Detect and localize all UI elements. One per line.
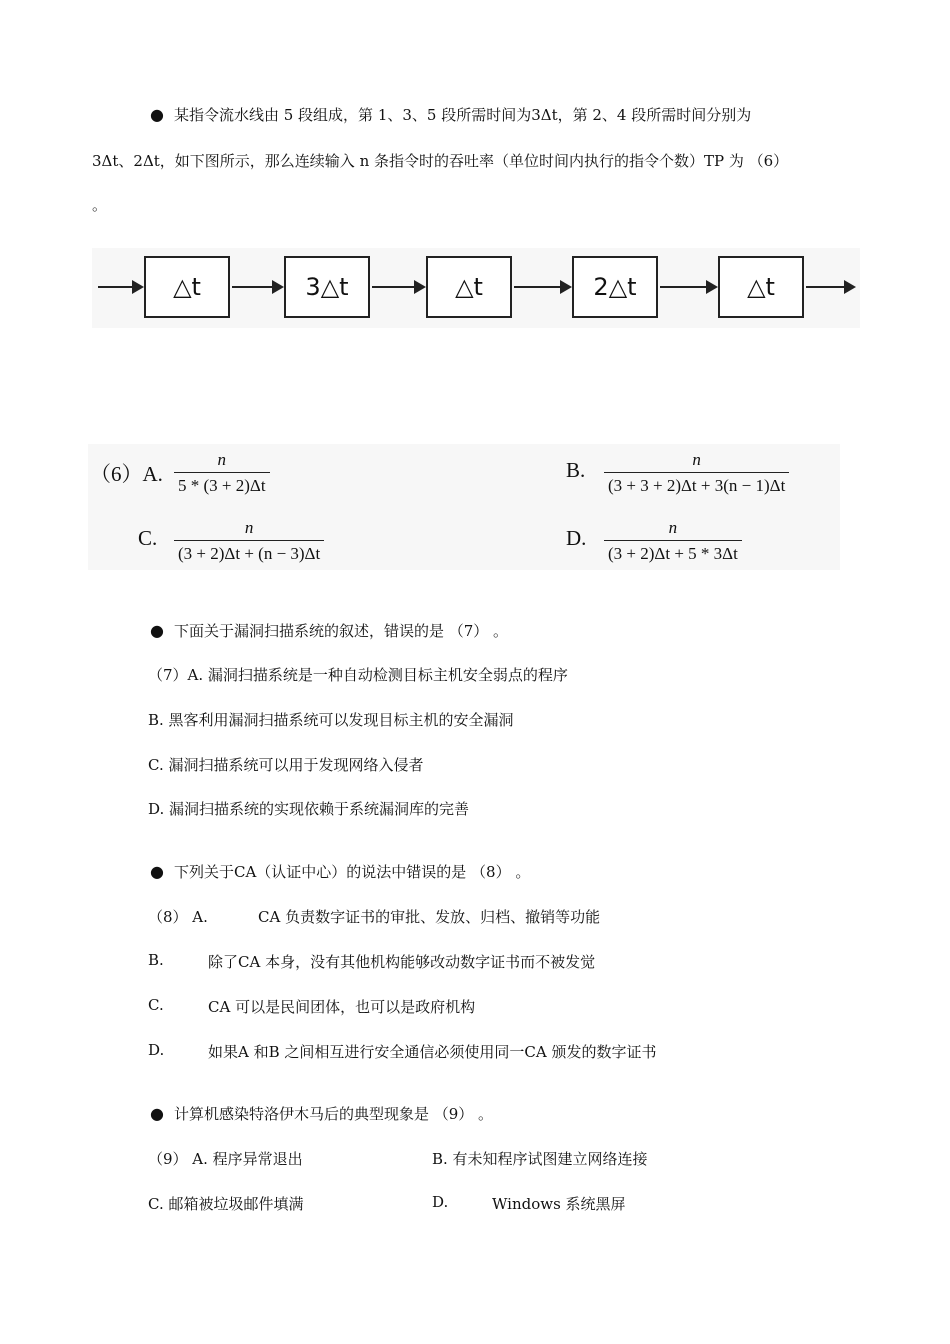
bullet-icon: ● [150,862,164,881]
q7-option-d: D. 漏洞扫描系统的实现依赖于系统漏洞库的完善 [148,800,470,818]
arrow-4-5 [660,286,716,288]
bullet-icon: ● [150,1104,164,1123]
stage-2: 3△t [284,256,370,318]
q7-option-a: （7）A. 漏洞扫描系统是一种自动检测目标主机安全弱点的程序 [148,666,568,684]
q8-option-d-label: D. [148,1041,165,1059]
q9-stem [150,1103,493,1124]
q6-a-numerator: n [217,450,227,469]
q9-option-c: C. 邮箱被垃圾邮件填满 [148,1195,304,1213]
q6-option-a-formula [174,450,270,496]
arrow-2-3 [372,286,424,288]
q6-c-denominator: (3 + 2)Δt + (n − 3)Δt [174,540,324,564]
q6-stem-line3: 。 [92,196,108,214]
q8-option-b-text: 除了CA 本身，没有其他机构能够改动数字证书而不被发觉 [208,953,596,971]
q7-stem-text: 下面关于漏洞扫描系统的叙述，错误的是 （7） 。 [173,622,509,640]
stage-3: △t [426,256,512,318]
stage-1: △t [144,256,230,318]
stage-5: △t [718,256,804,318]
arrow-1-2 [232,286,282,288]
q6-option-c-formula [174,518,324,564]
q6-stem-text1: 某指令流水线由 5 段组成，第 1、3、5 段所需时间为3Δt，第 2、4 段所需时间分别为 [173,106,752,124]
q6-stem-line1 [150,104,751,125]
input-arrow [98,286,142,288]
stage-4: 2△t [572,256,658,318]
q9-option-d-text: Windows 系统黑屏 [492,1195,626,1213]
q8-option-c-text: CA 可以是民间团体，也可以是政府机构 [208,998,476,1016]
q6-option-b-formula [604,450,789,496]
q9-option-d-label: D. [432,1193,449,1211]
q6-b-denominator: (3 + 3 + 2)Δt + 3(n − 1)Δt [604,472,789,496]
q6-d-numerator: n [668,518,678,537]
q6-c-numerator: n [244,518,254,537]
q7-option-b: B. 黑客利用漏洞扫描系统可以发现目标主机的安全漏洞 [148,711,514,729]
q8-option-d-text: 如果A 和B 之间相互进行安全通信必须使用同一CA 颁发的数字证书 [208,1043,657,1061]
q8-stem [150,861,530,882]
q6-option-c-label: C. [138,526,158,550]
q6-b-numerator: n [692,450,701,469]
q6-d-denominator: (3 + 2)Δt + 5 * 3Δt [604,540,742,564]
q6-option-d-label: D. [566,526,587,550]
pipeline-diagram [92,248,860,328]
q6-a-denominator: 5 * (3 + 2)Δt [174,472,270,496]
bullet-icon: ● [150,105,164,124]
q7-option-c: C. 漏洞扫描系统可以用于发现网络入侵者 [148,756,424,774]
q8-option-a-text: CA 负责数字证书的审批、发放、归档、撤销等功能 [258,908,601,926]
q6-option-d-formula [604,518,742,564]
output-arrow [806,286,854,288]
q9-option-b: B. 有未知程序试图建立网络连接 [432,1150,648,1168]
arrow-3-4 [514,286,570,288]
q8-option-a-label: （8） A. [148,908,208,926]
q9-stem-text: 计算机感染特洛伊木马后的典型现象是 （9） 。 [173,1105,494,1123]
bullet-icon: ● [150,621,164,640]
q6-option-a-label: （6）A. [90,462,163,486]
q6-options [88,444,840,570]
q8-option-b-label: B. [148,951,164,969]
q6-stem-line2: 3Δt、2Δt，如下图所示，那么连续输入 n 条指令时的吞吐率（单位时间内执行的指令个数）TP 为 （6） [92,152,789,170]
q9-option-a: （9） A. 程序异常退出 [148,1150,303,1168]
q8-stem-text: 下列关于CA（认证中心）的说法中错误的是 （8） 。 [173,863,531,881]
q7-stem [150,620,508,641]
q8-option-c-label: C. [148,996,164,1014]
q6-option-b-label: B. [566,458,586,482]
